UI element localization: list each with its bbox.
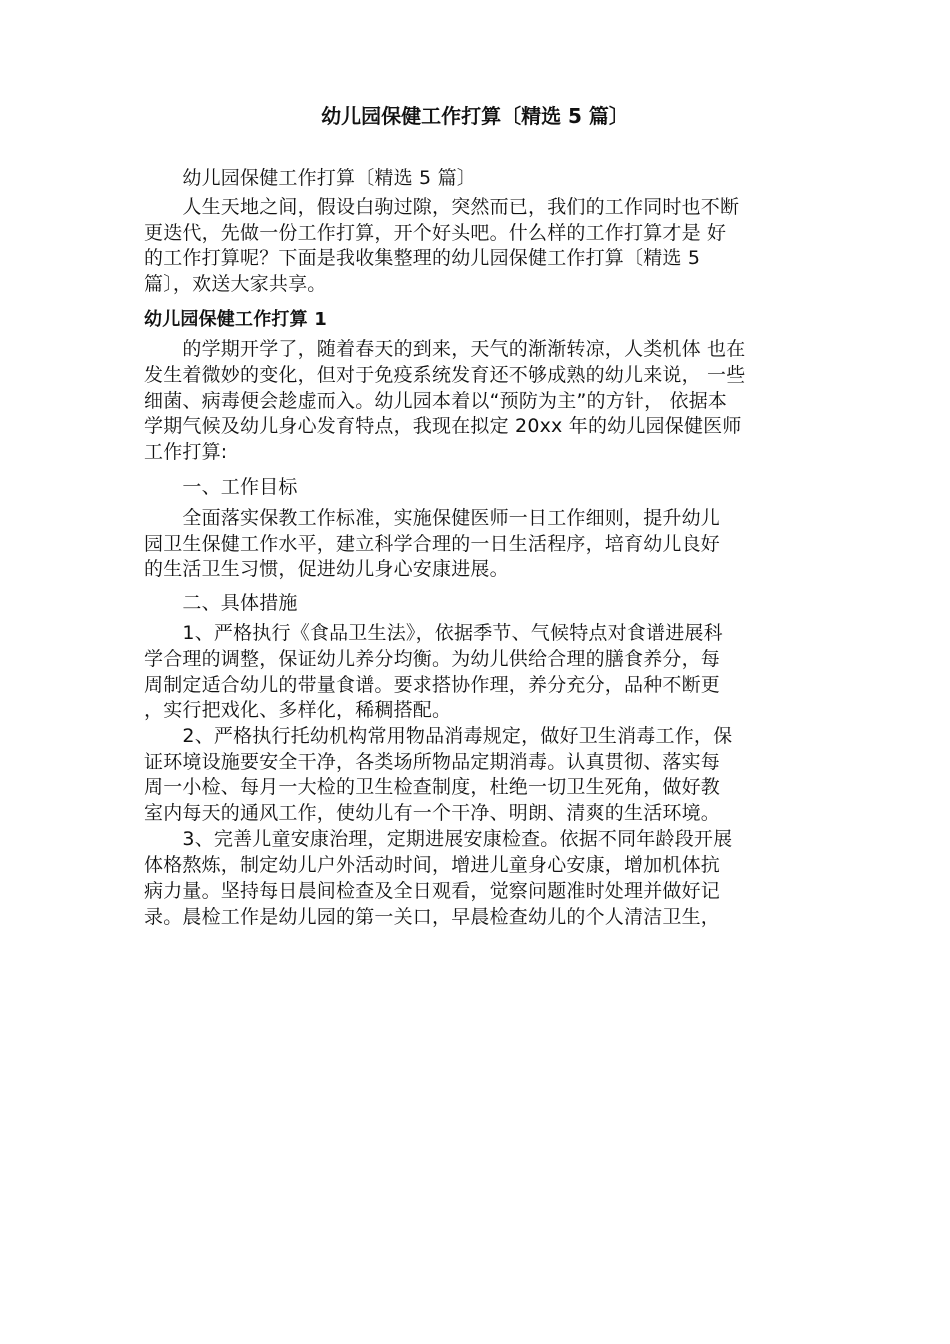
- section-heading: 幼儿园保健工作打算 1: [144, 309, 327, 330]
- paragraph-line: 学期气候及幼儿身心发育特点，我现在拟定 20xx 年的幼儿园保健医师: [144, 415, 742, 437]
- paragraph-line: 病力量。坚持每日晨间检查及全日观看，觉察问题准时处理并做好记: [144, 880, 721, 902]
- paragraph-line: 室内每天的通风工作，使幼儿有一个干净、明朗、清爽的生活环境。: [144, 802, 721, 824]
- paragraph-line: 3、完善儿童安康治理，定期进展安康检查。依据不同年龄段开展: [144, 828, 733, 850]
- paragraph-line: 园卫生保健工作水平，建立科学合理的一日生活程序，培育幼儿良好: [144, 533, 721, 555]
- paragraph-line: 篇〕，欢送大家共享。: [144, 273, 327, 295]
- paragraph-line: 的生活卫生习惯，促进幼儿身心安康进展。: [144, 558, 509, 580]
- paragraph-line: 细菌、病毒便会趁虚而入。幼儿园本着以“预防为主”的方针， 依据本: [144, 390, 728, 412]
- document-title: 幼儿园保健工作打算〔精选 5 篇〕: [321, 104, 629, 128]
- paragraph-line: 的学期开学了，随着春天的到来，天气的渐渐转凉，人类机体 也在: [144, 338, 746, 360]
- paragraph-line: 证环境设施要安全干净，各类场所物品定期消毒。认真贯彻、落实每: [144, 751, 721, 773]
- paragraph-line: 录。晨检工作是幼儿园的第一关口，早晨检查幼儿的个人清洁卫生，: [144, 906, 721, 928]
- paragraph-line: 工作打算:: [144, 441, 228, 463]
- paragraph-line: 体格熬炼，制定幼儿户外活动时间，增进儿童身心安康，增加机体抗: [144, 854, 721, 876]
- paragraph-line: 2、严格执行托幼机构常用物品消毒规定，做好卫生消毒工作，保: [144, 725, 733, 747]
- subtitle-line: 幼儿园保健工作打算〔精选 5 篇〕: [144, 167, 476, 189]
- paragraph-line: 周一小检、每月一大检的卫生检查制度，杜绝一切卫生死角，做好教: [144, 776, 721, 798]
- paragraph-line: 的工作打算呢？下面是我收集整理的幼儿园保健工作打算〔精选 5: [144, 247, 701, 269]
- paragraph-line: 学合理的调整，保证幼儿养分均衡。为幼儿供给合理的膳食养分，每: [144, 648, 721, 670]
- paragraph-line: 全面落实保教工作标准，实施保健医师一日工作细则，提升幼儿: [144, 507, 721, 529]
- subheading-line: 二、具体措施: [144, 592, 298, 614]
- paragraph-line: 更迭代，先做一份工作打算，开个好头吧。什么样的工作打算才是 好: [144, 222, 727, 244]
- paragraph-line: 人生天地之间，假设白驹过隙，突然而已，我们的工作同时也不断: [144, 196, 740, 218]
- paragraph-line: 周制定适合幼儿的带量食谱。要求搭协作理，养分充分，品种不断更: [144, 674, 721, 696]
- paragraph-line: 发生着微妙的变化，但对于免疫系统发育还不够成熟的幼儿来说， 一些: [144, 364, 746, 386]
- paragraph-line: 1、严格执行《食品卫生法》，依据季节、气候特点对食谱进展科: [144, 622, 723, 644]
- subheading-line: 一、工作目标: [144, 476, 298, 498]
- paragraph-line: ，实行把戏化、多样化，稀稠搭配。: [144, 699, 452, 721]
